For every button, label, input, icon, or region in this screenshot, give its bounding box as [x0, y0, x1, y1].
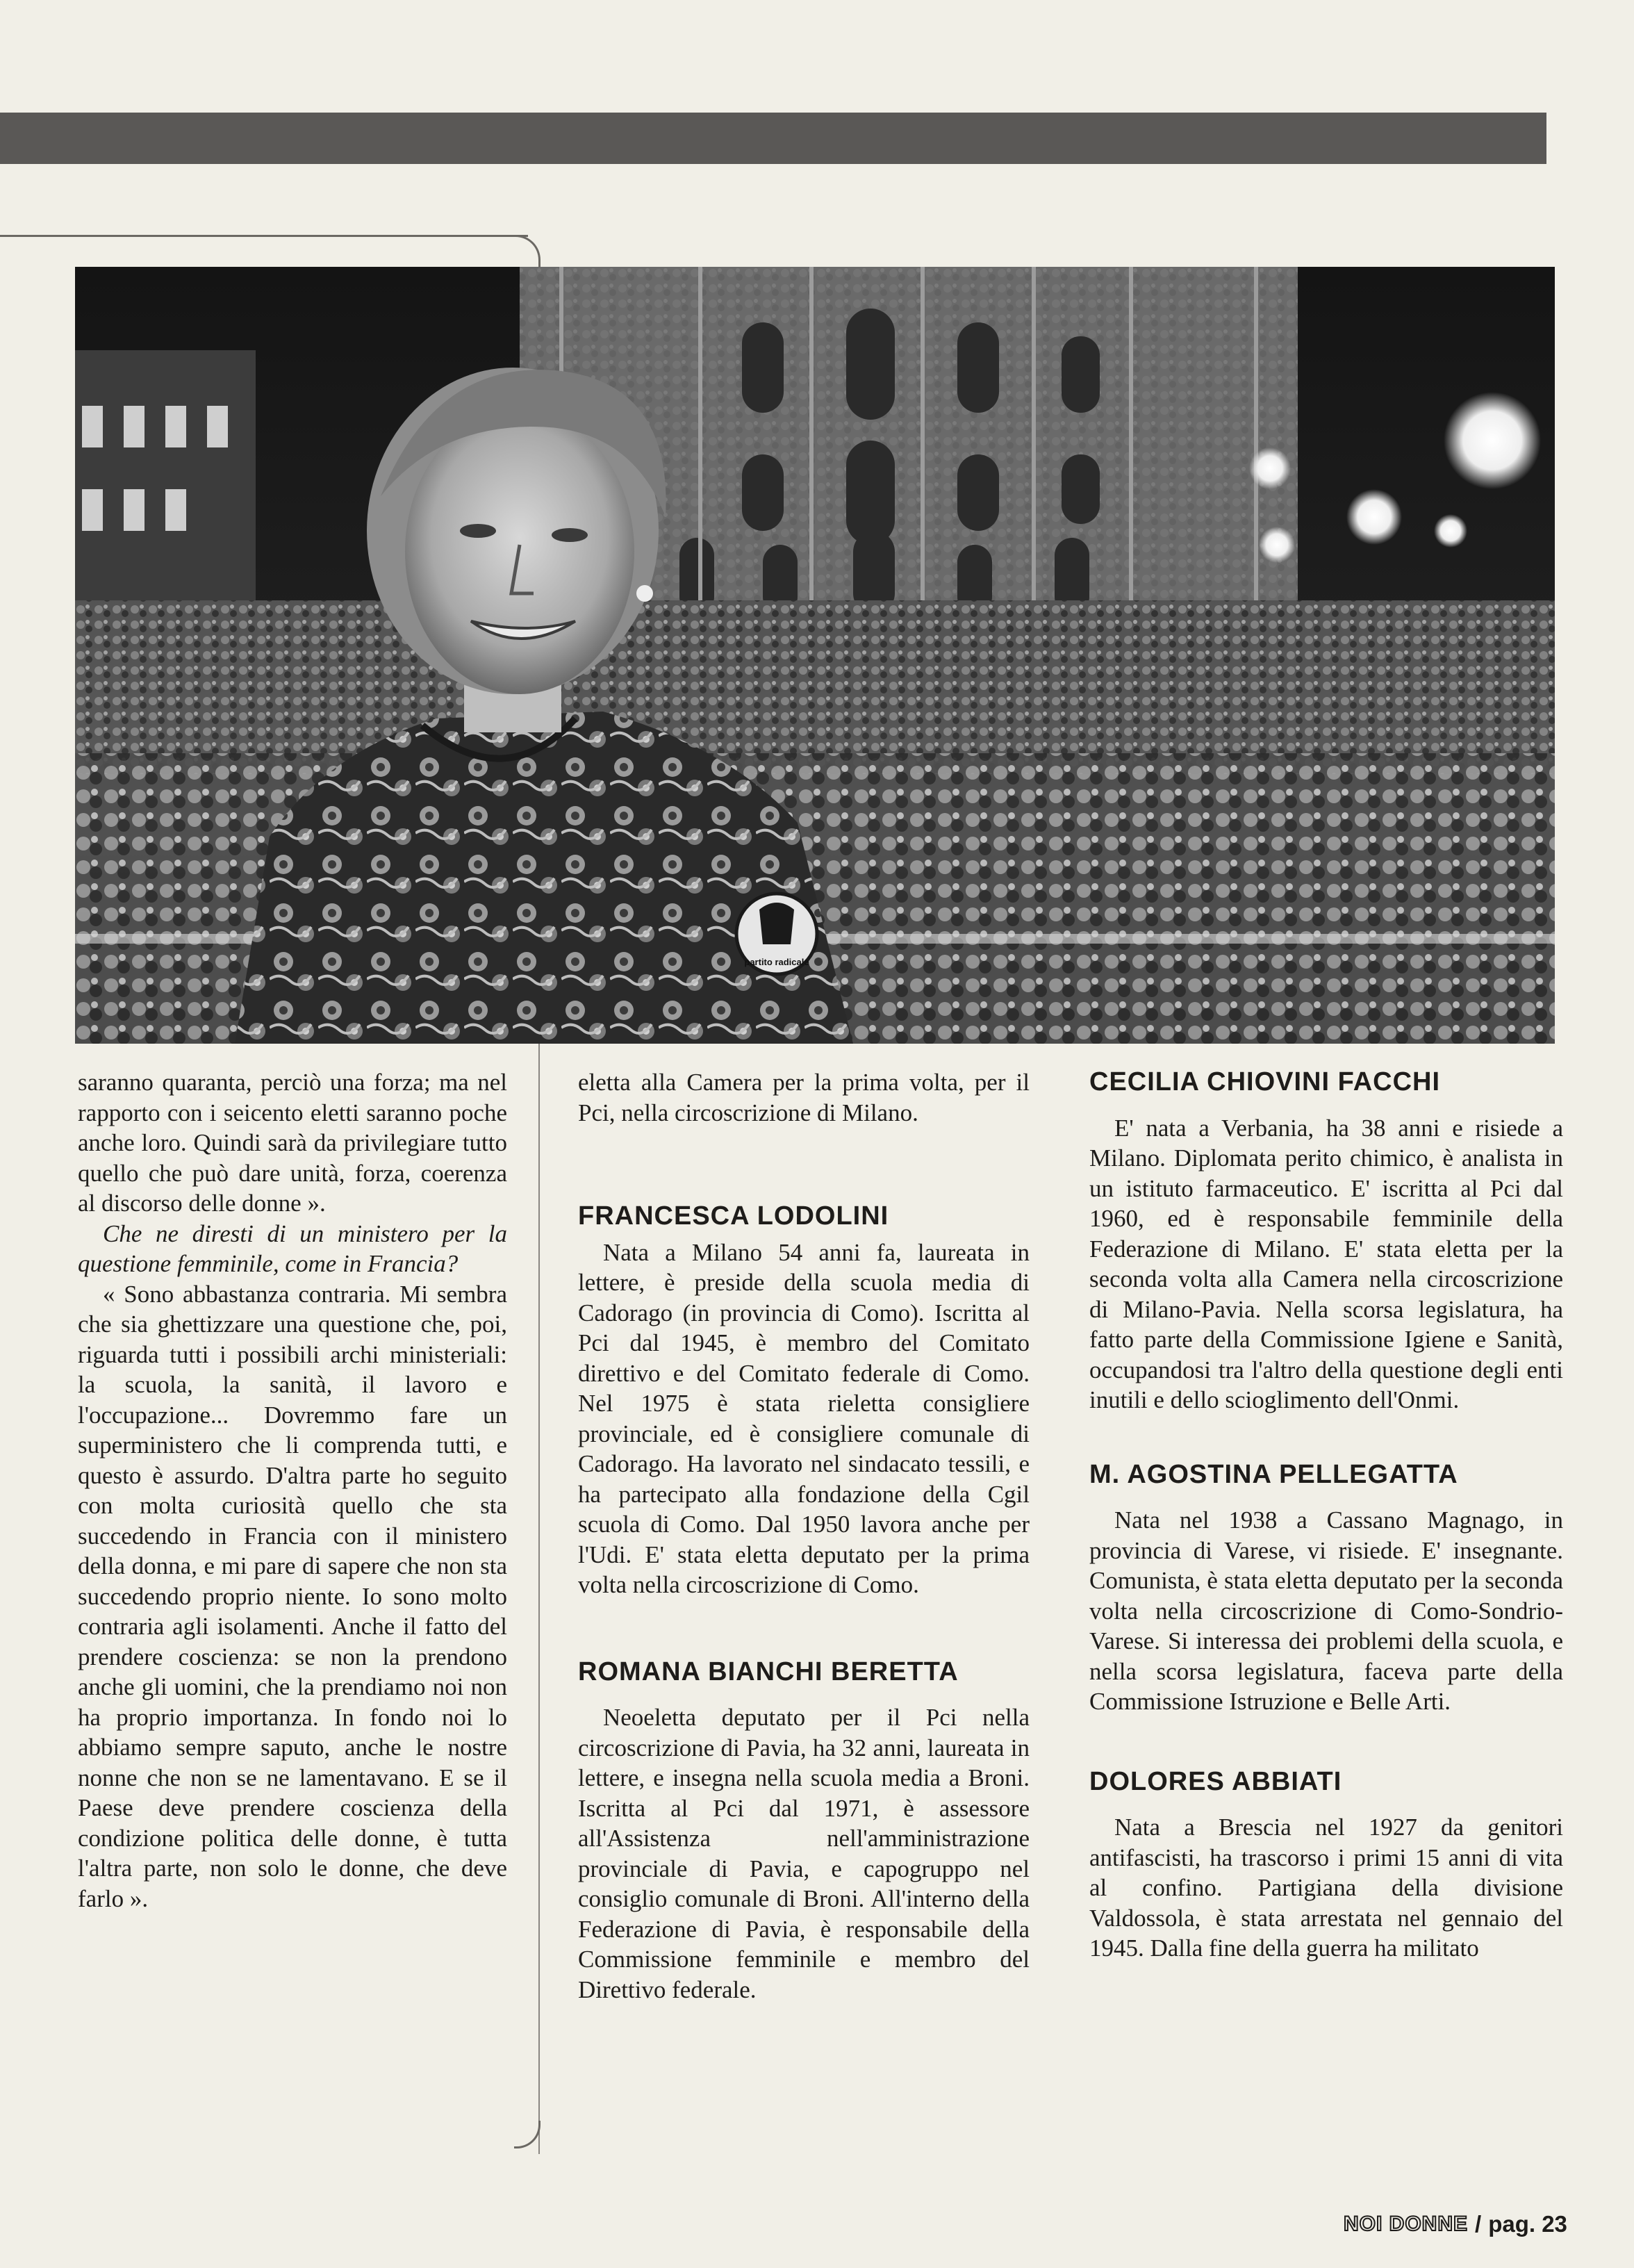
heading-bianchi-beretta: ROMANA BIANCHI BERETTA	[578, 1657, 959, 1686]
page-footer	[1344, 2211, 1567, 2237]
bio-pellegatta: Nata nel 1938 a Cassano Magnago, in provincia di Varese, vi risiede. E' insegnante. Comunista, è stata eletta deputato per la seconda volta nella circoscrizione di Como-Sondrio-Varese. Si interessa dei problemi della scuola, e nella scorsa legislatura, faceva parte della Commissione Istruzione e Belle Arti.	[1089, 1506, 1563, 1715]
footer-separator: /	[1475, 2211, 1482, 2237]
frame-border-top	[0, 235, 528, 237]
crowd-photo	[75, 267, 1555, 1044]
frame-corner-bottom	[514, 2121, 540, 2148]
column-2	[578, 1067, 1030, 2005]
frame-border-right	[538, 1042, 540, 2154]
interview-question: Che ne diresti di un ministero per la questione femminile, come in Francia?	[78, 1219, 507, 1277]
badge-text: partito radicale	[744, 957, 809, 967]
frame-corner	[513, 235, 540, 270]
intro-paragraph: eletta alla Camera per la prima volta, per il Pci, nella circoscrizione di Milano.	[578, 1069, 1030, 1126]
bio-bianchi-beretta: Neoeletta deputato per il Pci nella circoscrizione di Pavia, ha 32 anni, laureata in lettere, e insegna nella scuola media a Broni. Iscritta al Pci dal 1971, è assessore all'Assistenza nell'amministrazione provinciale di Pavia, e capogruppo nel consiglio comunale di Broni. All'interno della Federazione di Pavia, è responsabile della Commissione femminile e membro del Direttivo federale.	[578, 1704, 1030, 2003]
column-1	[78, 1067, 507, 1914]
column-3	[1089, 1067, 1563, 1964]
heading-pellegatta: M. AGOSTINA PELLEGATTA	[1089, 1459, 1458, 1489]
heading-lodolini: FRANCESCA LODOLINI	[578, 1201, 889, 1231]
magazine-logo: NOI DONNE	[1344, 2212, 1469, 2235]
heading-chiovini-facchi: CECILIA CHIOVINI FACCHI	[1089, 1067, 1441, 1096]
header-bar	[0, 113, 1546, 164]
bio-chiovini-facchi: E' nata a Verbania, ha 38 anni e risiede a Milano. Diplomata perito chimico, è analista in un istituto farmaceutico. E' iscritta al Pci dal 1960, ed è responsabile femminile della Federazione di Milano. E' stata eletta per la seconda volta alla Camera nella circoscrizione di Milano-Pavia. Nella scorsa legislatura, ha fatto parte della Commissione Igiene e Sanità, occupandosi tra l'altro della questione degli enti inutili e dello scioglimento dell'Onmi.	[1089, 1114, 1563, 1413]
page-number: pag. 23	[1488, 2211, 1567, 2237]
interview-answer: « Sono abbastanza contraria. Mi sembra che sia ghettizzare una questione che, poi, riguarda tutti i possibili archi ministeriali: la scuola, la sanità, il lavoro e l'occupazione... Dovremmo fare un superministero che li comprenda tutti, e questo è assurdo. D'altra parte ho seguito con molta curiosità quello che sta succedendo in Francia con il ministero della donna, e mi pare di sapere che non sta succedendo proprio niente. Io sono molto contraria agli isolamenti. Anche il fatto del prendere coscienza: se non la prendono anche gli uomini, che la prendiamo noi non ha proprio importanza. In fondo noi lo abbiamo sempre saputo, anche le nostre nonne che non se ne lamentavano. E se il Paese deve prendere coscienza della condizione politica delle donne, è tutta l'altra parte, non solo le donne, che deve farlo ».	[78, 1280, 507, 1912]
bio-lodolini: Nata a Milano 54 anni fa, laureata in lettere, è preside della scuola media di Cadorago (in provincia di Como). Iscritta al Pci dal 1945, è membro del Comitato direttivo e del Comitato federale di Como. Nel 1975 è stata rieletta consigliere provinciale, ed è consigliere comunale di Cadorago. Ha lavorato nel sindacato tessili, e ha partecipato alla fondazione della Cgil scuola di Como. Dal 1950 lavora anche per l'Udi. E' stata eletta deputato per la prima volta nella circoscrizione di Como.	[578, 1238, 1030, 1598]
heading-abbiati: DOLORES ABBIATI	[1089, 1766, 1342, 1796]
crowd-photo-illustration	[75, 267, 1555, 1044]
bio-abbiati: Nata a Brescia nel 1927 da genitori antifascisti, ha trascorso i primi 15 anni di vita al confino. Partigiana della divisione Valdossola, è stata arrestata nel gennaio del 1945. Dalla fine della guerra ha militato	[1089, 1814, 1563, 1962]
interview-paragraph: saranno quaranta, perciò una forza; ma nel rapporto con i seicento eletti saranno poche anche loro. Quindi sarà da privilegiare tutto quello che può dare unità, forza, coerenza al discorso delle donne ».	[78, 1069, 507, 1217]
